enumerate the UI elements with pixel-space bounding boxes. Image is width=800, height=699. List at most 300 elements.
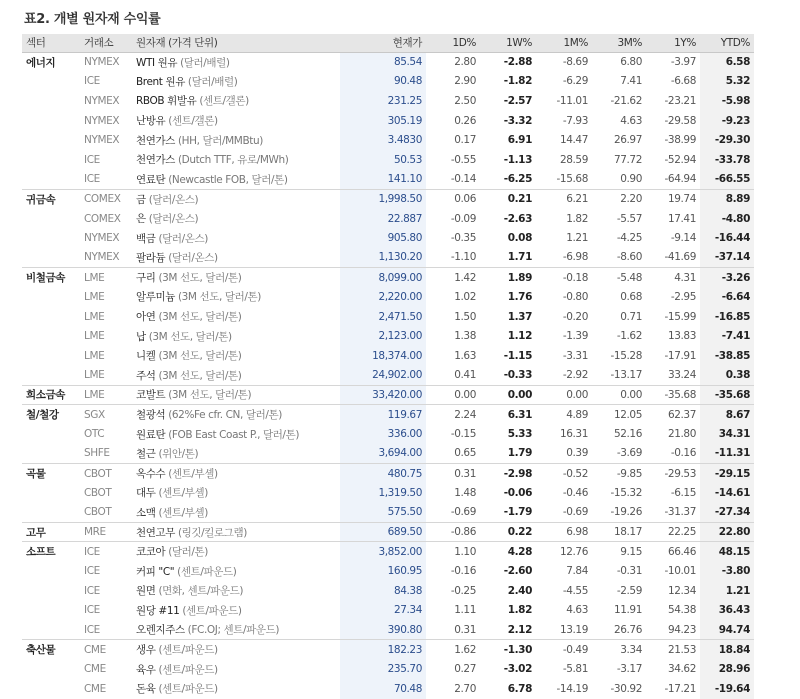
return-1w-cell: 0.22 (480, 522, 536, 542)
commodity-name: 연료탄 (136, 173, 166, 186)
return-1y-cell: 66.46 (646, 542, 700, 562)
sector-cell (22, 679, 80, 699)
commodity-unit: (3M 선도, 달러/톤) (158, 369, 242, 382)
commodity-name: 철근 (136, 447, 156, 460)
price-cell: 336.00 (340, 424, 426, 444)
return-1d-cell: 1.38 (454, 330, 476, 343)
commodity-name: 육우 (136, 663, 156, 676)
sector-cell (22, 561, 80, 581)
exchange-cell: NYMEX (84, 251, 120, 264)
commodity-cell (132, 248, 340, 268)
header-1m: 1M% (536, 34, 592, 52)
sector-cell (22, 287, 80, 307)
return-1d-cell: -0.15 (450, 428, 476, 441)
sector-cell: 비철금속 (22, 268, 80, 288)
sector-cell: 축산물 (22, 640, 80, 660)
return-1y-cell: -3.97 (646, 52, 700, 72)
commodity-unit: (센트/부셸) (158, 506, 208, 519)
sector-cell (22, 150, 80, 170)
return-1w-cell: 1.71 (507, 251, 532, 264)
return-1w-cell: 6.91 (507, 134, 532, 147)
sector-cell (22, 620, 80, 640)
commodity-cell (132, 503, 340, 523)
return-ytd-cell: -29.30 (700, 130, 754, 150)
return-1d-cell: 0.17 (454, 134, 476, 147)
return-ytd-cell: -29.15 (700, 463, 754, 483)
return-1y-cell: 21.53 (646, 640, 700, 660)
return-ytd-cell: -4.80 (700, 209, 754, 229)
commodity-unit: (FOB East Coast P., 달러/톤) (168, 428, 300, 441)
sector-cell (22, 346, 80, 366)
return-1d-cell: 2.80 (426, 52, 480, 72)
exchange-cell: NYMEX (84, 114, 120, 127)
table-row (22, 640, 754, 660)
price-cell: 18,374.00 (340, 346, 426, 366)
commodity-cell (132, 287, 340, 307)
table-body (22, 52, 754, 699)
return-1y-cell: 19.74 (646, 189, 700, 209)
commodity-name: 코코아 (136, 546, 166, 559)
return-1y-cell: 22.25 (646, 522, 700, 542)
sector-cell: 철/철강 (22, 405, 80, 425)
sector-cell (22, 424, 80, 444)
commodity-unit: (3M 선도, 달러/톤) (158, 272, 242, 285)
commodity-cell (132, 326, 340, 346)
return-1w-cell: 1.79 (507, 447, 532, 460)
return-ytd-cell: -19.64 (700, 679, 754, 699)
return-1y-cell: -2.95 (670, 290, 696, 303)
header-price: 현재가 (340, 34, 426, 52)
return-1w-cell: -0.33 (503, 369, 532, 382)
commodity-name: 금 (136, 193, 146, 206)
return-3m-cell: 3.34 (592, 640, 646, 660)
return-1m-cell: -7.93 (562, 114, 588, 127)
price-cell: 70.48 (340, 679, 426, 699)
return-ytd-cell: -37.14 (700, 248, 754, 268)
exchange-cell: MRE (80, 522, 132, 542)
return-1w-cell: -2.63 (503, 212, 532, 225)
table-row (22, 503, 754, 523)
commodity-unit: (면화, 센트/파운드) (158, 585, 244, 598)
table-row (22, 170, 754, 190)
return-1m-cell: -0.20 (562, 310, 588, 323)
return-1m-cell: -14.19 (556, 682, 588, 695)
return-1d-cell: 0.41 (454, 369, 476, 382)
table-row (22, 405, 754, 425)
header-1d: 1D% (426, 34, 480, 52)
commodity-cell (132, 463, 340, 483)
return-ytd-cell: -16.44 (700, 228, 754, 248)
return-1d-cell: 0.31 (426, 463, 480, 483)
commodity-cell (132, 405, 340, 425)
exchange-cell: NYMEX (84, 134, 120, 147)
return-1y-cell: -41.69 (664, 251, 696, 264)
return-1w-cell: -0.06 (503, 486, 532, 499)
table-row (22, 248, 754, 268)
return-1d-cell: 0.31 (454, 623, 476, 636)
return-1m-cell: 14.47 (559, 134, 588, 147)
commodity-name: 커피 "C" (136, 565, 175, 578)
exchange-cell: CBOT (84, 506, 112, 519)
commodity-cell (132, 366, 340, 386)
return-1m-cell: -0.80 (562, 290, 588, 303)
exchange-cell: ICE (84, 604, 100, 617)
commodity-cell (132, 111, 340, 131)
table-title: 표2. 개별 원자재 수익률 (24, 12, 161, 27)
commodity-cell (132, 424, 340, 444)
commodity-name: 원당 #11 (136, 604, 180, 617)
return-ytd-cell: -38.85 (700, 346, 754, 366)
return-3m-cell: -3.69 (616, 447, 642, 460)
sector-cell (22, 170, 80, 190)
return-1m-cell: -3.31 (562, 349, 588, 362)
exchange-cell: LME (84, 349, 105, 362)
return-1m-cell: -6.29 (562, 75, 588, 88)
table-row (22, 209, 754, 229)
return-1d-cell: 2.24 (426, 405, 480, 425)
commodity-name: 오렌지주스 (136, 624, 185, 637)
commodity-unit: (링깃/킬로그램) (177, 526, 247, 539)
exchange-cell: CBOT (80, 463, 132, 483)
table-row (22, 111, 754, 131)
return-3m-cell: 2.20 (592, 189, 646, 209)
commodity-cell (132, 385, 340, 405)
return-ytd-cell: 22.80 (700, 522, 754, 542)
commodity-name: 옥수수 (136, 468, 166, 481)
commodity-cell (132, 346, 340, 366)
return-3m-cell: 77.72 (613, 153, 642, 166)
return-1y-cell: -9.14 (670, 232, 696, 245)
return-1y-cell: -31.37 (664, 506, 696, 519)
return-1y-cell: -17.21 (664, 682, 696, 695)
exchange-cell: CME (80, 640, 132, 660)
return-1m-cell: -1.39 (562, 330, 588, 343)
return-1y-cell: -23.21 (664, 94, 696, 107)
return-ytd-cell: -27.34 (700, 503, 754, 523)
return-1d-cell: -0.16 (450, 565, 476, 578)
return-1m-cell: 6.21 (536, 189, 592, 209)
commodity-name: 주석 (136, 369, 156, 382)
return-1y-cell: 4.31 (646, 268, 700, 288)
price-cell: 1,998.50 (340, 189, 426, 209)
commodity-unit: (3M 선도, 달러/톤) (177, 291, 261, 304)
table-row (22, 366, 754, 386)
price-cell: 2,471.50 (340, 307, 426, 327)
commodity-unit: (센트/부셸) (158, 487, 208, 500)
return-1y-cell: 33.24 (667, 369, 696, 382)
commodity-name: 철광석 (136, 409, 166, 422)
return-3m-cell: -4.25 (616, 232, 642, 245)
price-cell: 160.95 (340, 561, 426, 581)
return-1y-cell: -15.99 (664, 310, 696, 323)
return-3m-cell: -9.85 (592, 463, 646, 483)
exchange-cell: CME (84, 663, 106, 676)
commodity-cell (132, 581, 340, 601)
commodity-unit: (Newcastle FOB, 달러/톤) (168, 173, 288, 186)
table-row (22, 522, 754, 542)
sector-cell (22, 248, 80, 268)
commodity-cell (132, 620, 340, 640)
return-1y-cell: 21.80 (667, 428, 696, 441)
return-1m-cell: 1.21 (566, 232, 588, 245)
return-3m-cell: 18.17 (592, 522, 646, 542)
exchange-cell: NYMEX (84, 94, 120, 107)
commodity-unit: (센트/파운드) (182, 604, 242, 617)
price-cell: 90.48 (340, 72, 426, 92)
return-1w-cell: 1.12 (507, 330, 532, 343)
table-row (22, 52, 754, 72)
header-commodity: 원자재 (가격 단위) (132, 34, 340, 52)
price-cell: 50.53 (340, 150, 426, 170)
return-1y-cell: 62.37 (646, 405, 700, 425)
return-ytd-cell: -14.61 (700, 483, 754, 503)
return-1d-cell: 0.27 (454, 663, 476, 676)
exchange-cell: ICE (84, 623, 100, 636)
return-3m-cell: 0.71 (620, 310, 642, 323)
return-1m-cell: -8.69 (536, 52, 592, 72)
commodity-cell (132, 268, 340, 288)
return-1w-cell: 4.28 (480, 542, 536, 562)
return-1w-cell: 2.40 (507, 584, 532, 597)
commodity-unit: (센트/부셸) (168, 468, 218, 481)
sector-cell (22, 366, 80, 386)
return-3m-cell: 0.68 (620, 290, 642, 303)
exchange-cell: OTC (84, 428, 105, 441)
commodity-unit: (달러/배럴) (187, 75, 238, 88)
return-3m-cell: -0.31 (616, 565, 642, 578)
table-row (22, 268, 754, 288)
return-1y-cell: 34.62 (667, 663, 696, 676)
table-row (22, 463, 754, 483)
price-cell: 390.80 (340, 620, 426, 640)
return-ytd-cell: -7.41 (700, 326, 754, 346)
commodity-name: 천연고무 (136, 526, 175, 539)
commodity-cell (132, 72, 340, 92)
header-row (22, 34, 754, 52)
return-1y-cell: -38.99 (664, 134, 696, 147)
exchange-cell: ICE (84, 75, 100, 88)
return-1d-cell: 1.50 (454, 310, 476, 323)
table-row (22, 444, 754, 464)
return-1w-cell: 1.89 (480, 268, 536, 288)
return-1y-cell: 13.83 (667, 330, 696, 343)
commodity-name: 대두 (136, 487, 156, 500)
return-1w-cell: -2.57 (503, 94, 532, 107)
sector-cell: 곡물 (22, 463, 80, 483)
return-1d-cell: -0.55 (450, 153, 476, 166)
return-ytd-cell: 0.38 (700, 366, 754, 386)
table-row (22, 601, 754, 621)
table-row (22, 72, 754, 92)
commodity-cell (132, 91, 340, 111)
commodity-unit: (센트/갤론) (168, 115, 218, 128)
return-ytd-cell: -66.55 (700, 170, 754, 190)
commodity-name: 팔라듐 (136, 251, 166, 264)
return-ytd-cell: 48.15 (700, 542, 754, 562)
return-3m-cell: 4.63 (620, 114, 642, 127)
commodity-unit: (FC.OJ; 센트/파운드) (187, 624, 280, 637)
return-3m-cell: -5.57 (616, 212, 642, 225)
exchange-cell: SGX (80, 405, 132, 425)
table-row (22, 326, 754, 346)
return-1m-cell: 28.59 (559, 153, 588, 166)
return-1w-cell: -2.88 (480, 52, 536, 72)
commodity-name: 니켈 (136, 350, 156, 363)
return-1m-cell: -6.98 (562, 251, 588, 264)
commodity-unit: (위안/톤) (158, 447, 199, 460)
price-cell: 905.80 (340, 228, 426, 248)
commodity-name: 돈육 (136, 683, 156, 696)
commodity-unit: (센트/파운드) (158, 683, 218, 696)
return-3m-cell: 7.41 (620, 75, 642, 88)
return-1y-cell: -52.94 (664, 153, 696, 166)
commodity-unit: (3M 선도, 달러/톤) (158, 350, 242, 363)
return-1w-cell: -3.32 (503, 114, 532, 127)
return-1w-cell: -1.79 (503, 506, 532, 519)
commodity-cell (132, 679, 340, 699)
table-row (22, 679, 754, 699)
return-1d-cell: 2.50 (454, 94, 476, 107)
sector-cell (22, 326, 80, 346)
return-1w-cell: 2.12 (507, 623, 532, 636)
return-3m-cell: -30.92 (610, 682, 642, 695)
return-1m-cell: -11.01 (556, 94, 588, 107)
return-1y-cell: -10.01 (664, 565, 696, 578)
return-1d-cell: 1.11 (454, 604, 476, 617)
return-1d-cell: 0.26 (454, 114, 476, 127)
price-cell: 2,220.00 (340, 287, 426, 307)
price-cell: 27.34 (340, 601, 426, 621)
return-1w-cell: 1.37 (507, 310, 532, 323)
commodity-unit: (달러/온스) (158, 232, 208, 245)
return-1w-cell: 0.21 (480, 189, 536, 209)
price-cell: 1,130.20 (340, 248, 426, 268)
commodity-cell (132, 640, 340, 660)
return-3m-cell: -5.48 (592, 268, 646, 288)
return-1m-cell: -5.81 (562, 663, 588, 676)
return-ytd-cell: 18.84 (700, 640, 754, 660)
commodity-unit: (Dutch TTF, 유로/MWh) (177, 154, 289, 167)
table-row (22, 287, 754, 307)
return-1d-cell: 1.62 (426, 640, 480, 660)
return-ytd-cell: 1.21 (700, 581, 754, 601)
return-1d-cell: 0.06 (426, 189, 480, 209)
sector-cell (22, 228, 80, 248)
table-row (22, 483, 754, 503)
commodity-name: WTI 원유 (136, 56, 178, 69)
return-1m-cell: -0.18 (536, 268, 592, 288)
table-row (22, 424, 754, 444)
commodity-unit: (달러/온스) (168, 251, 218, 264)
price-cell: 2,123.00 (340, 326, 426, 346)
commodity-cell (132, 209, 340, 229)
return-1w-cell: -2.60 (503, 565, 532, 578)
return-1d-cell: -0.35 (450, 232, 476, 245)
table-row (22, 561, 754, 581)
return-3m-cell: 6.80 (592, 52, 646, 72)
exchange-cell: CME (84, 682, 106, 695)
sector-cell (22, 601, 80, 621)
commodity-name: 천연가스 (136, 154, 175, 167)
return-3m-cell: -3.17 (616, 663, 642, 676)
price-cell: 3,694.00 (340, 444, 426, 464)
commodity-cell (132, 659, 340, 679)
header-sector: 섹터 (22, 34, 80, 52)
return-1d-cell: -0.14 (450, 173, 476, 186)
commodity-name: 천연가스 (136, 134, 175, 147)
return-ytd-cell: -3.80 (700, 561, 754, 581)
sector-cell (22, 72, 80, 92)
exchange-cell: ICE (84, 565, 100, 578)
return-1m-cell: 6.98 (536, 522, 592, 542)
commodity-cell (132, 130, 340, 150)
price-cell: 305.19 (340, 111, 426, 131)
exchange-cell: LME (84, 310, 105, 323)
price-cell: 24,902.00 (340, 366, 426, 386)
commodity-cell (132, 561, 340, 581)
return-ytd-cell: 6.58 (700, 52, 754, 72)
price-cell: 84.38 (340, 581, 426, 601)
return-1d-cell: -0.86 (426, 522, 480, 542)
price-cell: 22.887 (340, 209, 426, 229)
commodity-name: 구리 (136, 272, 156, 285)
commodity-cell (132, 150, 340, 170)
return-3m-cell: 0.90 (620, 173, 642, 186)
return-1y-cell: -35.68 (646, 385, 700, 405)
commodity-name: Brent 원유 (136, 75, 185, 88)
commodity-unit: (달러/온스) (148, 193, 199, 206)
return-ytd-cell: 5.32 (700, 72, 754, 92)
sector-cell (22, 444, 80, 464)
return-ytd-cell: 34.31 (700, 424, 754, 444)
commodity-name: 백금 (136, 232, 156, 245)
table-row (22, 91, 754, 111)
commodity-cell (132, 52, 340, 72)
return-1y-cell: -6.68 (670, 75, 696, 88)
price-cell: 231.25 (340, 91, 426, 111)
return-1y-cell: -6.15 (670, 486, 696, 499)
exchange-cell: ICE (80, 542, 132, 562)
return-1d-cell: 2.90 (454, 75, 476, 88)
commodity-cell (132, 601, 340, 621)
exchange-cell: COMEX (84, 212, 121, 225)
table-row (22, 228, 754, 248)
return-3m-cell: -21.62 (610, 94, 642, 107)
return-ytd-cell: 8.89 (700, 189, 754, 209)
return-ytd-cell: -11.31 (700, 444, 754, 464)
return-1y-cell: -17.91 (664, 349, 696, 362)
commodity-name: 납 (136, 330, 146, 343)
header-3m: 3M% (592, 34, 646, 52)
return-3m-cell: 12.05 (592, 405, 646, 425)
return-1d-cell: -1.10 (450, 251, 476, 264)
return-1w-cell: -6.25 (503, 173, 532, 186)
table-row (22, 542, 754, 562)
return-1w-cell: 6.78 (507, 682, 532, 695)
return-1w-cell: -1.15 (503, 349, 532, 362)
commodity-unit: (달러/배럴) (180, 56, 230, 69)
sector-cell: 에너지 (22, 52, 80, 72)
return-3m-cell: 9.15 (592, 542, 646, 562)
commodity-name: 난방유 (136, 115, 166, 128)
return-1d-cell: 0.65 (454, 447, 476, 460)
return-ytd-cell: -33.78 (700, 150, 754, 170)
price-cell: 141.10 (340, 170, 426, 190)
commodity-cell (132, 542, 340, 562)
return-ytd-cell: -5.98 (700, 91, 754, 111)
return-3m-cell: 0.00 (592, 385, 646, 405)
return-3m-cell: 52.16 (613, 428, 642, 441)
